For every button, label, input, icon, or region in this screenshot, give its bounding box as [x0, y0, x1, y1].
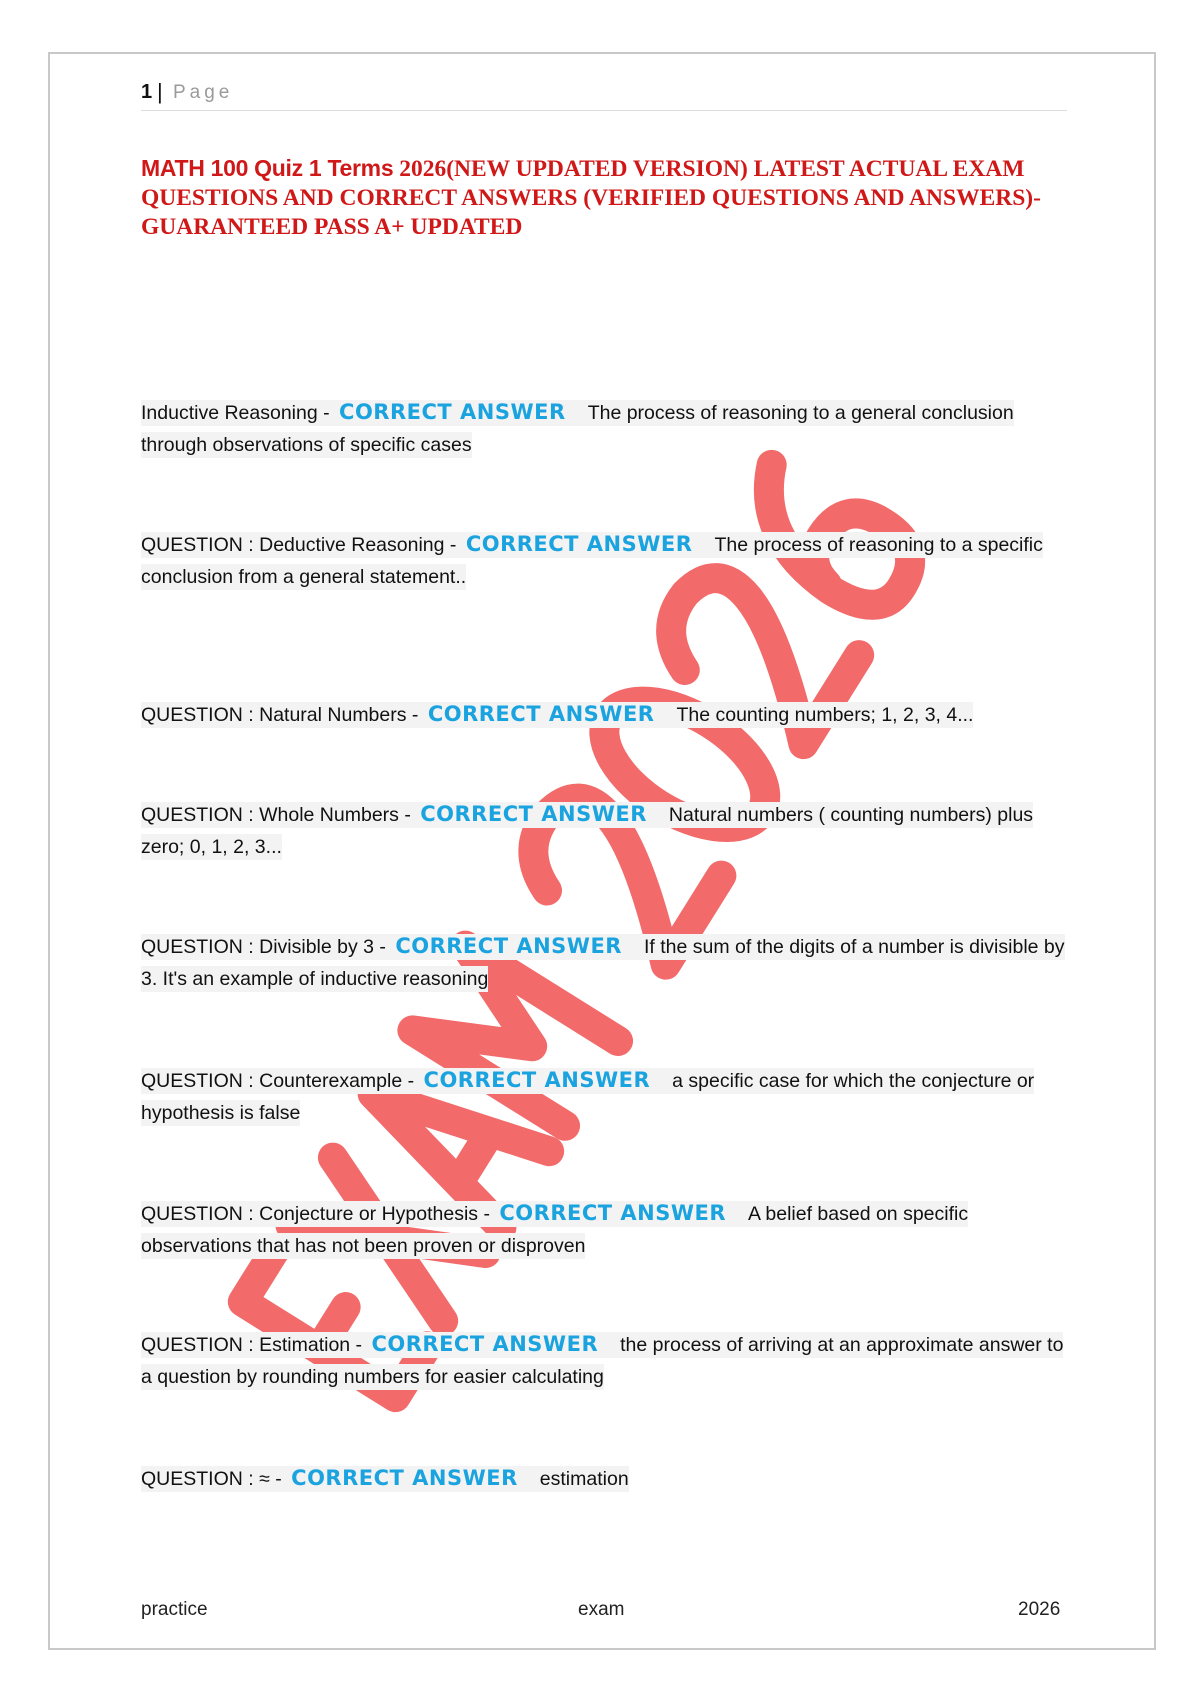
- correct-answer-label: CORRECT ANSWER: [499, 1201, 727, 1225]
- title-rest: 2026(NEW UPDATED VERSION) LATEST ACTUAL EXAM QUESTIONS AND CORRECT ANSWERS (VERIFIED QUESTIONS AND ANSWERS)- GUARANTEED PASS A+ UPDATED: [141, 156, 1041, 240]
- document-title: [141, 154, 1071, 242]
- correct-answer-label: CORRECT ANSWER: [339, 400, 566, 424]
- footer-left: practice: [141, 1599, 208, 1620]
- question-term: Counterexample -: [259, 1070, 415, 1092]
- question-prefix: QUESTION :: [141, 1203, 260, 1225]
- question-prefix: QUESTION :: [141, 936, 260, 958]
- correct-answer-label: CORRECT ANSWER: [291, 1466, 518, 1490]
- footer-center: exam: [578, 1599, 625, 1620]
- question-term: Natural Numbers -: [259, 704, 419, 726]
- question-term: Conjecture or Hypothesis -: [259, 1203, 490, 1225]
- question-prefix: QUESTION :: [141, 804, 260, 826]
- answer-text: estimation: [539, 1468, 629, 1490]
- question-term: Inductive Reasoning -: [141, 402, 330, 424]
- answer-text: If the sum of the digits of a number is divisible by 3. It's an example of inductive reasoning: [141, 936, 1065, 990]
- question-prefix: QUESTION :: [141, 1468, 260, 1490]
- correct-answer-label: CORRECT ANSWER: [420, 802, 647, 826]
- answer-text: The process of reasoning to a specific conclusion from a general statement..: [141, 534, 1043, 588]
- page-header: [141, 78, 1067, 111]
- question-prefix: QUESTION :: [141, 1070, 260, 1092]
- question-term: Whole Numbers -: [259, 804, 411, 826]
- question-term: ≈ -: [259, 1468, 282, 1490]
- qa-item: [141, 1064, 1071, 1129]
- answer-text: Natural numbers ( counting numbers) plus zero; 0, 1, 2, 3...: [141, 804, 1034, 858]
- qa-item: [141, 798, 1071, 863]
- question-prefix: QUESTION :: [141, 704, 260, 726]
- question-prefix: QUESTION :: [141, 534, 260, 556]
- question-prefix: QUESTION :: [141, 1334, 260, 1356]
- page-separator: |: [157, 79, 163, 104]
- question-term: Estimation -: [259, 1334, 363, 1356]
- title-lead: MATH 100 Quiz 1 Terms: [141, 155, 394, 181]
- qa-item: [141, 930, 1071, 995]
- answer-text: The counting numbers; 1, 2, 3, 4...: [676, 704, 974, 726]
- question-term: Deductive Reasoning -: [259, 534, 457, 556]
- qa-item: [141, 698, 1071, 731]
- qa-item: [141, 1197, 1071, 1262]
- footer-right: 2026: [1018, 1599, 1061, 1620]
- correct-answer-label: CORRECT ANSWER: [371, 1332, 599, 1356]
- qa-item: [141, 1328, 1071, 1393]
- correct-answer-label: CORRECT ANSWER: [423, 1068, 651, 1092]
- correct-answer-label: CORRECT ANSWER: [465, 532, 693, 556]
- question-term: Divisible by 3 -: [259, 936, 386, 958]
- correct-answer-label: CORRECT ANSWER: [427, 702, 655, 726]
- page-number: 1: [141, 81, 153, 103]
- page-label: Page: [173, 82, 234, 103]
- qa-item: [141, 396, 1071, 461]
- answer-text: a specific case for which the conjecture or hypothesis is false: [141, 1070, 1035, 1124]
- answer-text: The process of reasoning to a general conclusion through observations of specific cases: [141, 402, 1014, 456]
- qa-item: [141, 1462, 1071, 1495]
- qa-item: [141, 528, 1071, 593]
- answer-text: the process of arriving at an approximate answer to a question by rounding numbers for easier calculating: [141, 1334, 1064, 1388]
- correct-answer-label: CORRECT ANSWER: [395, 934, 622, 958]
- answer-text: A belief based on specific observations that has not been proven or disproven: [141, 1203, 969, 1257]
